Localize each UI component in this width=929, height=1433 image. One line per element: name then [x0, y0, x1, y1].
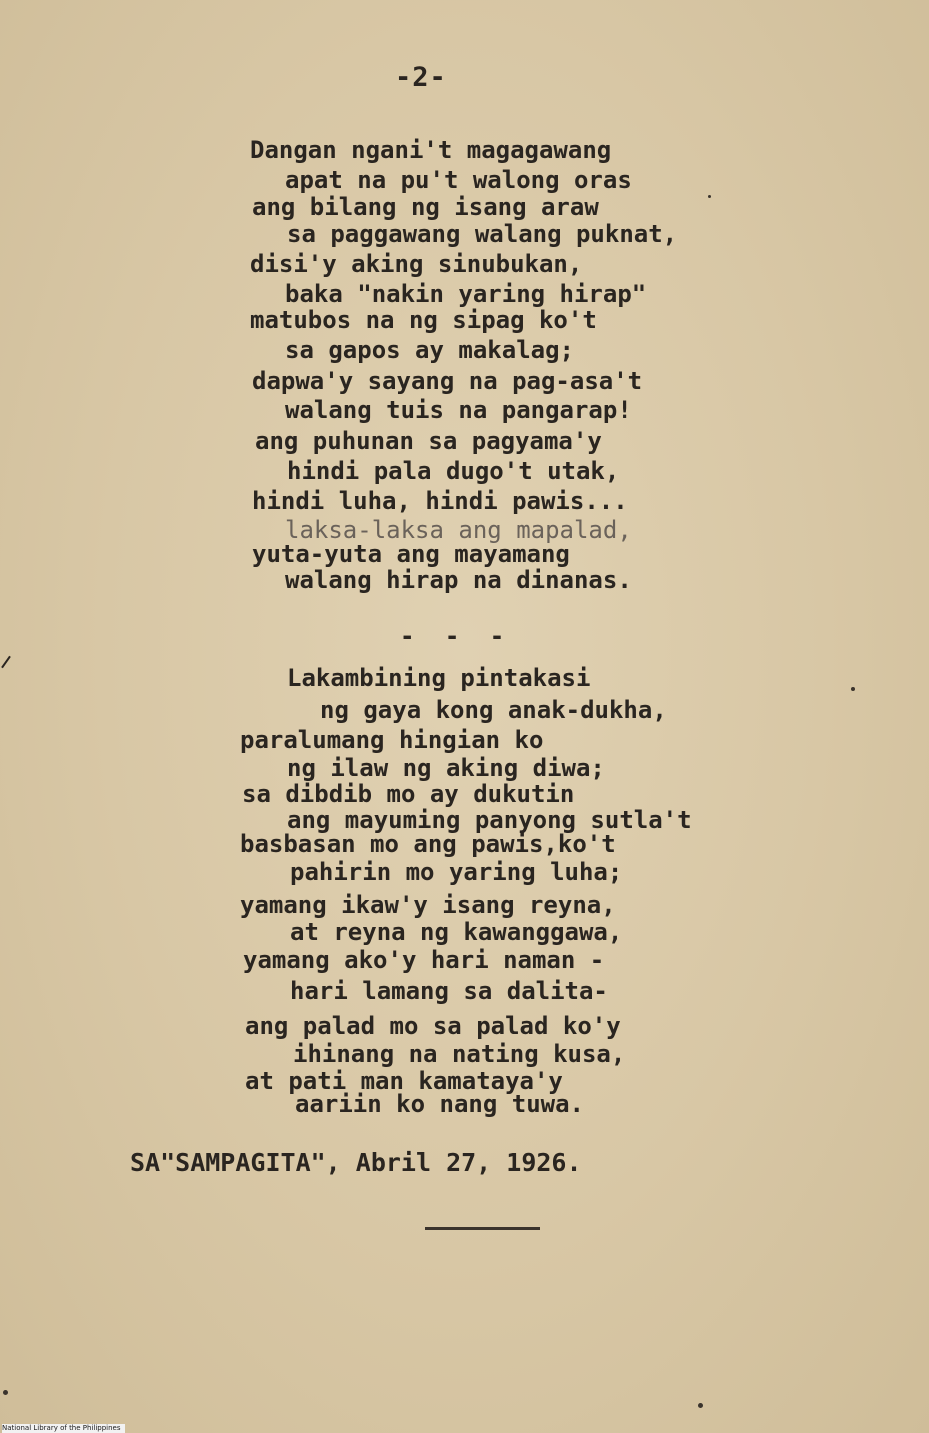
- poem-line: hari lamang sa dalita-: [290, 977, 608, 1005]
- poem-line: disiꞌy aking sinubukan,: [250, 250, 583, 278]
- poem-line: basbasan mo ang pawis,koꞌt: [240, 830, 616, 858]
- poem-line: ang mayuming panyong sutlaꞌt: [287, 806, 692, 834]
- poem-line: at reyna ng kawanggawa,: [290, 918, 623, 946]
- end-rule: [425, 1227, 540, 1230]
- paper-speck: [3, 1390, 8, 1395]
- library-credit: National Library of the Philippines: [2, 1424, 125, 1433]
- poem-line: hindi pala dugoꞌt utak,: [287, 457, 620, 485]
- poem-line: walang hirap na dinanas.: [285, 566, 632, 594]
- poem-line: ng gaya kong anak-dukha,: [320, 696, 667, 724]
- poem-line: Dangan nganiꞌt magagawang: [250, 136, 612, 164]
- poem-line: yamang akoꞌy hari naman -: [243, 946, 605, 974]
- poem-line: at pati man kamatayaꞌy: [245, 1067, 563, 1095]
- poem-line: ihinang na nating kusa,: [293, 1040, 626, 1068]
- poem-line: sa paggawang walang puknat,: [287, 220, 678, 248]
- poem-line: ang bilang ng isang araw: [252, 193, 599, 221]
- poem-line: sa gapos ay makalag;: [285, 336, 574, 364]
- poem-line: laksa-laksa ang mapalad,: [285, 516, 632, 544]
- page-number: -2-: [395, 62, 447, 93]
- poem-line: sa dibdib mo ay dukutin: [242, 780, 575, 808]
- poem-line: paralumang hingian ko: [240, 726, 544, 754]
- poem-line: aariin ko nang tuwa.: [295, 1090, 584, 1118]
- poem-line: ng ilaw ng aking diwa;: [287, 754, 605, 782]
- paper-speck: [708, 195, 711, 198]
- poem-line: walang tuis na pangarap!: [285, 396, 632, 424]
- poem-line: baka "nakin yaring hirap": [285, 280, 647, 308]
- poem-line: ang palad mo sa palad koꞌy: [245, 1012, 621, 1040]
- poem-line: apat na puꞌt walong oras: [285, 166, 632, 194]
- poem-line: Lakambining pintakasi: [287, 664, 591, 692]
- poem-line: yamang ikawꞌy isang reyna,: [240, 891, 616, 919]
- margin-mark: [1, 656, 11, 669]
- publication-note: SA"SAMPAGITA", Abril 27, 1926.: [130, 1148, 582, 1177]
- paper-speck: [851, 687, 855, 691]
- stanza-separator: - - -: [400, 622, 513, 650]
- poem-line: pahirin mo yaring luha;: [290, 858, 623, 886]
- poem-line: yuta-yuta ang mayamang: [252, 540, 570, 568]
- paper-speck: [698, 1403, 703, 1408]
- poem-line: dapwaꞌy sayang na pag-asaꞌt: [252, 367, 643, 395]
- poem-line: matubos na ng sipag koꞌt: [250, 306, 597, 334]
- poem-line: hindi luha, hindi pawis...: [252, 487, 628, 515]
- poem-line: ang puhunan sa pagyamaꞌy: [255, 427, 602, 455]
